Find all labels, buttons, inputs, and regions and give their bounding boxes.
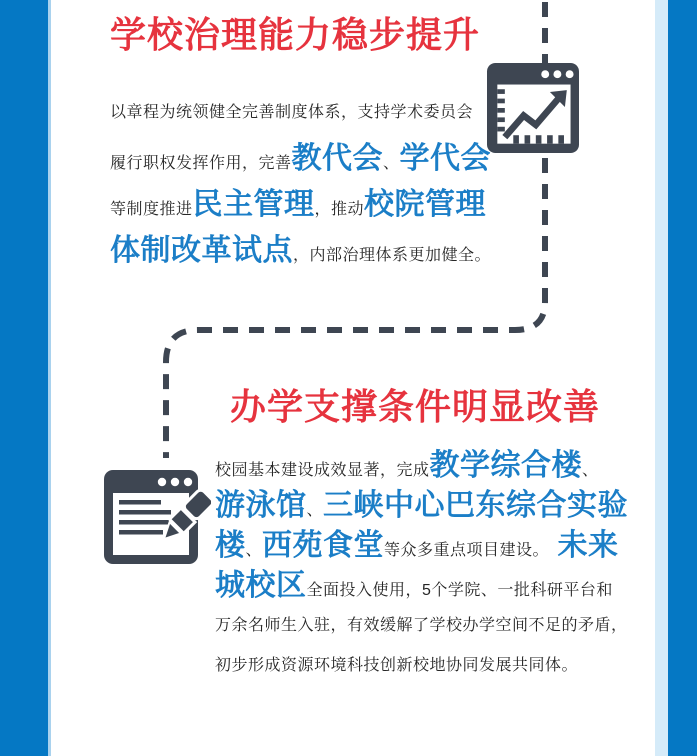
body-text: 等制度推进: [110, 201, 193, 218]
window-dot: [566, 70, 574, 78]
section-1-paragraph: [110, 90, 491, 274]
body-text: 、: [383, 155, 400, 172]
highlight-text: 学代会: [399, 142, 492, 175]
highlight-text: 三峡中心巴东综合实验: [323, 489, 629, 522]
highlight-text: 体制改革试点: [110, 234, 293, 267]
window-dot: [158, 478, 166, 486]
paragraph-line: [110, 136, 491, 182]
window-dot: [171, 478, 179, 486]
highlight-text: 西苑食堂: [262, 529, 385, 562]
highlight-text: 教代会: [291, 142, 384, 175]
line-chart-window-icon: [486, 62, 580, 154]
highlight-text: 教学综合楼: [429, 449, 583, 482]
paragraph-line: [215, 486, 628, 526]
body-text: 等众多重点项目建设。: [384, 542, 558, 559]
highlight-text: 民主管理: [192, 188, 315, 221]
text-line: [119, 510, 171, 515]
section-2-paragraph: [215, 446, 628, 686]
body-text: 、: [582, 462, 599, 479]
paragraph-line: [215, 446, 628, 486]
window-dot: [553, 70, 561, 78]
highlight-text: 校院管理: [364, 188, 487, 221]
text-line: [119, 530, 163, 535]
body-text: 万余名师生入驻，有效缓解了学校办学空间不足的矛盾，: [215, 617, 628, 634]
body-text: ，推动: [314, 201, 365, 218]
body-text: ，内部治理体系更加健全。: [293, 247, 492, 264]
body-text: 初步形成资源环境科技创新校地协同发展共同体。: [215, 657, 579, 674]
highlight-text: 游泳馆: [215, 489, 307, 522]
text-line: [119, 500, 161, 505]
paragraph-line: [110, 228, 491, 274]
body-text: 、: [306, 502, 324, 519]
document-pen-window-icon: [103, 466, 211, 578]
paragraph-line: [215, 566, 628, 606]
paragraph-line: [110, 182, 491, 228]
window-dot: [184, 478, 192, 486]
highlight-text: 楼: [215, 529, 246, 562]
section-1-title: 学校治理能力稳步提升: [110, 14, 481, 55]
body-text: 全面投入使用，5个学院、一批科研平台和: [306, 582, 613, 599]
paragraph-line: [215, 606, 628, 646]
body-text: 以章程为统领健全完善制度体系，支持学术委员会: [110, 104, 474, 121]
body-text: 校园基本建设成效显著，完成: [215, 462, 430, 479]
highlight-text: 未来: [557, 529, 619, 562]
paragraph-line: [215, 526, 628, 566]
section-2-title: 办学支撑条件明显改善: [230, 386, 601, 427]
text-line: [119, 520, 173, 525]
body-text: 履行职权发挥作用，完善: [110, 155, 292, 172]
highlight-text: 城校区: [215, 569, 307, 602]
body-text: 、: [245, 542, 263, 559]
paragraph-line: [215, 646, 628, 686]
paragraph-line: [110, 90, 491, 136]
window-dot: [541, 70, 549, 78]
